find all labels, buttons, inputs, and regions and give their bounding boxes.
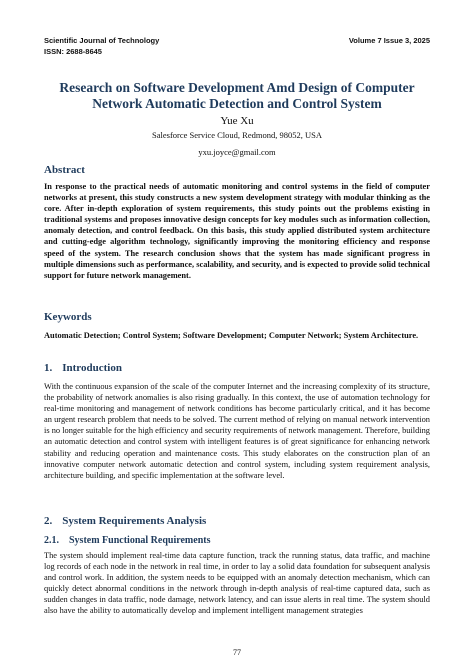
section-1-title: Introduction <box>62 362 122 374</box>
abstract-heading: Abstract <box>44 164 85 176</box>
section-2-heading <box>44 515 206 527</box>
running-header <box>44 36 430 45</box>
page-number: 77 <box>233 648 241 657</box>
author-name: Yue Xu <box>220 115 254 127</box>
section-1-number: 1. <box>44 362 53 374</box>
author-affiliation: Salesforce Service Cloud, Redmond, 98052, USA <box>152 130 322 140</box>
abstract-text: In response to the practical needs of automatic monitoring and control systems in the field of computer networks at present, this study constructs a new system development strategy with modular thinking as the core. After in-depth exploration of system requirements, this study points out the problems existing in traditional systems and proposes innovative design concepts for key modules such as information collection, anomaly detection, and control feedback. On this basis, this study applied distributed system architecture and cutting-edge algorithm technology, significantly improving the monitoring efficiency and response speed of the system. The research conclusion shows that the system has made significant progress in multiple dimensions such as performance, scalability, and security, and is expected to provide solid technical support for future network management. <box>44 182 430 280</box>
journal-name: Scientific Journal of Technology <box>44 36 160 45</box>
keywords-text: Automatic Detection; Control System; Software Development; Computer Network; System Architecture. <box>44 331 419 340</box>
subsection-2-1-number: 2.1. <box>44 535 59 546</box>
author-email: yxu.joyce@gmail.com <box>198 147 276 157</box>
section-1-text: With the continuous expansion of the scale of the computer Internet and the increasing complexity of its structure, the probability of network anomalies is also rising gradually. In this context, the use of automation technology for real-time monitoring and management of network conditions has become particularly critical, and it has become an urgent research problem that needs to be solved. The current method of relying on manual network intervention is no longer suitable for the high efficiency and security requirements of network management. Therefore, building an automatic detection and control system with intelligent features is of great significance for enhancing network stability and reducing operation and maintenance costs. This study elaborates on the construction plan of an innovative computer network automatic detection and control system, including system requirement analysis, architecture building, and specific implementation at the software level. <box>44 382 430 480</box>
paper-title: Research on Software Development Amd Design of Computer Network Automatic Detection and Control System <box>59 80 415 111</box>
subsection-2-1-title: System Functional Requirements <box>69 535 211 546</box>
section-2-title: System Requirements Analysis <box>62 515 207 527</box>
issn: ISSN: 2688-8645 <box>44 47 102 56</box>
subsection-2-1-text: The system should implement real-time data capture function, track the running status, data traffic, and machine log records of each node in the network in real time, in order to lay a solid data foundation for subsequent analysis and control work. In addition, the system needs to be equipped with an anomaly detection mechanism, which can quickly detect abnormal conditions in the network through in-depth analysis of real-time captured data, such as sudden changes in data traffic, node damage, network latency, and can issue alerts in real time. The system should also have the ability to automatically develop and implement intelligent management strategies <box>44 551 430 616</box>
section-1-heading <box>44 362 122 374</box>
volume-issue: Volume 7 Issue 3, 2025 <box>348 36 430 45</box>
section-2-number: 2. <box>44 515 53 527</box>
subsection-2-1-heading <box>44 535 210 546</box>
keywords-heading: Keywords <box>44 311 92 323</box>
